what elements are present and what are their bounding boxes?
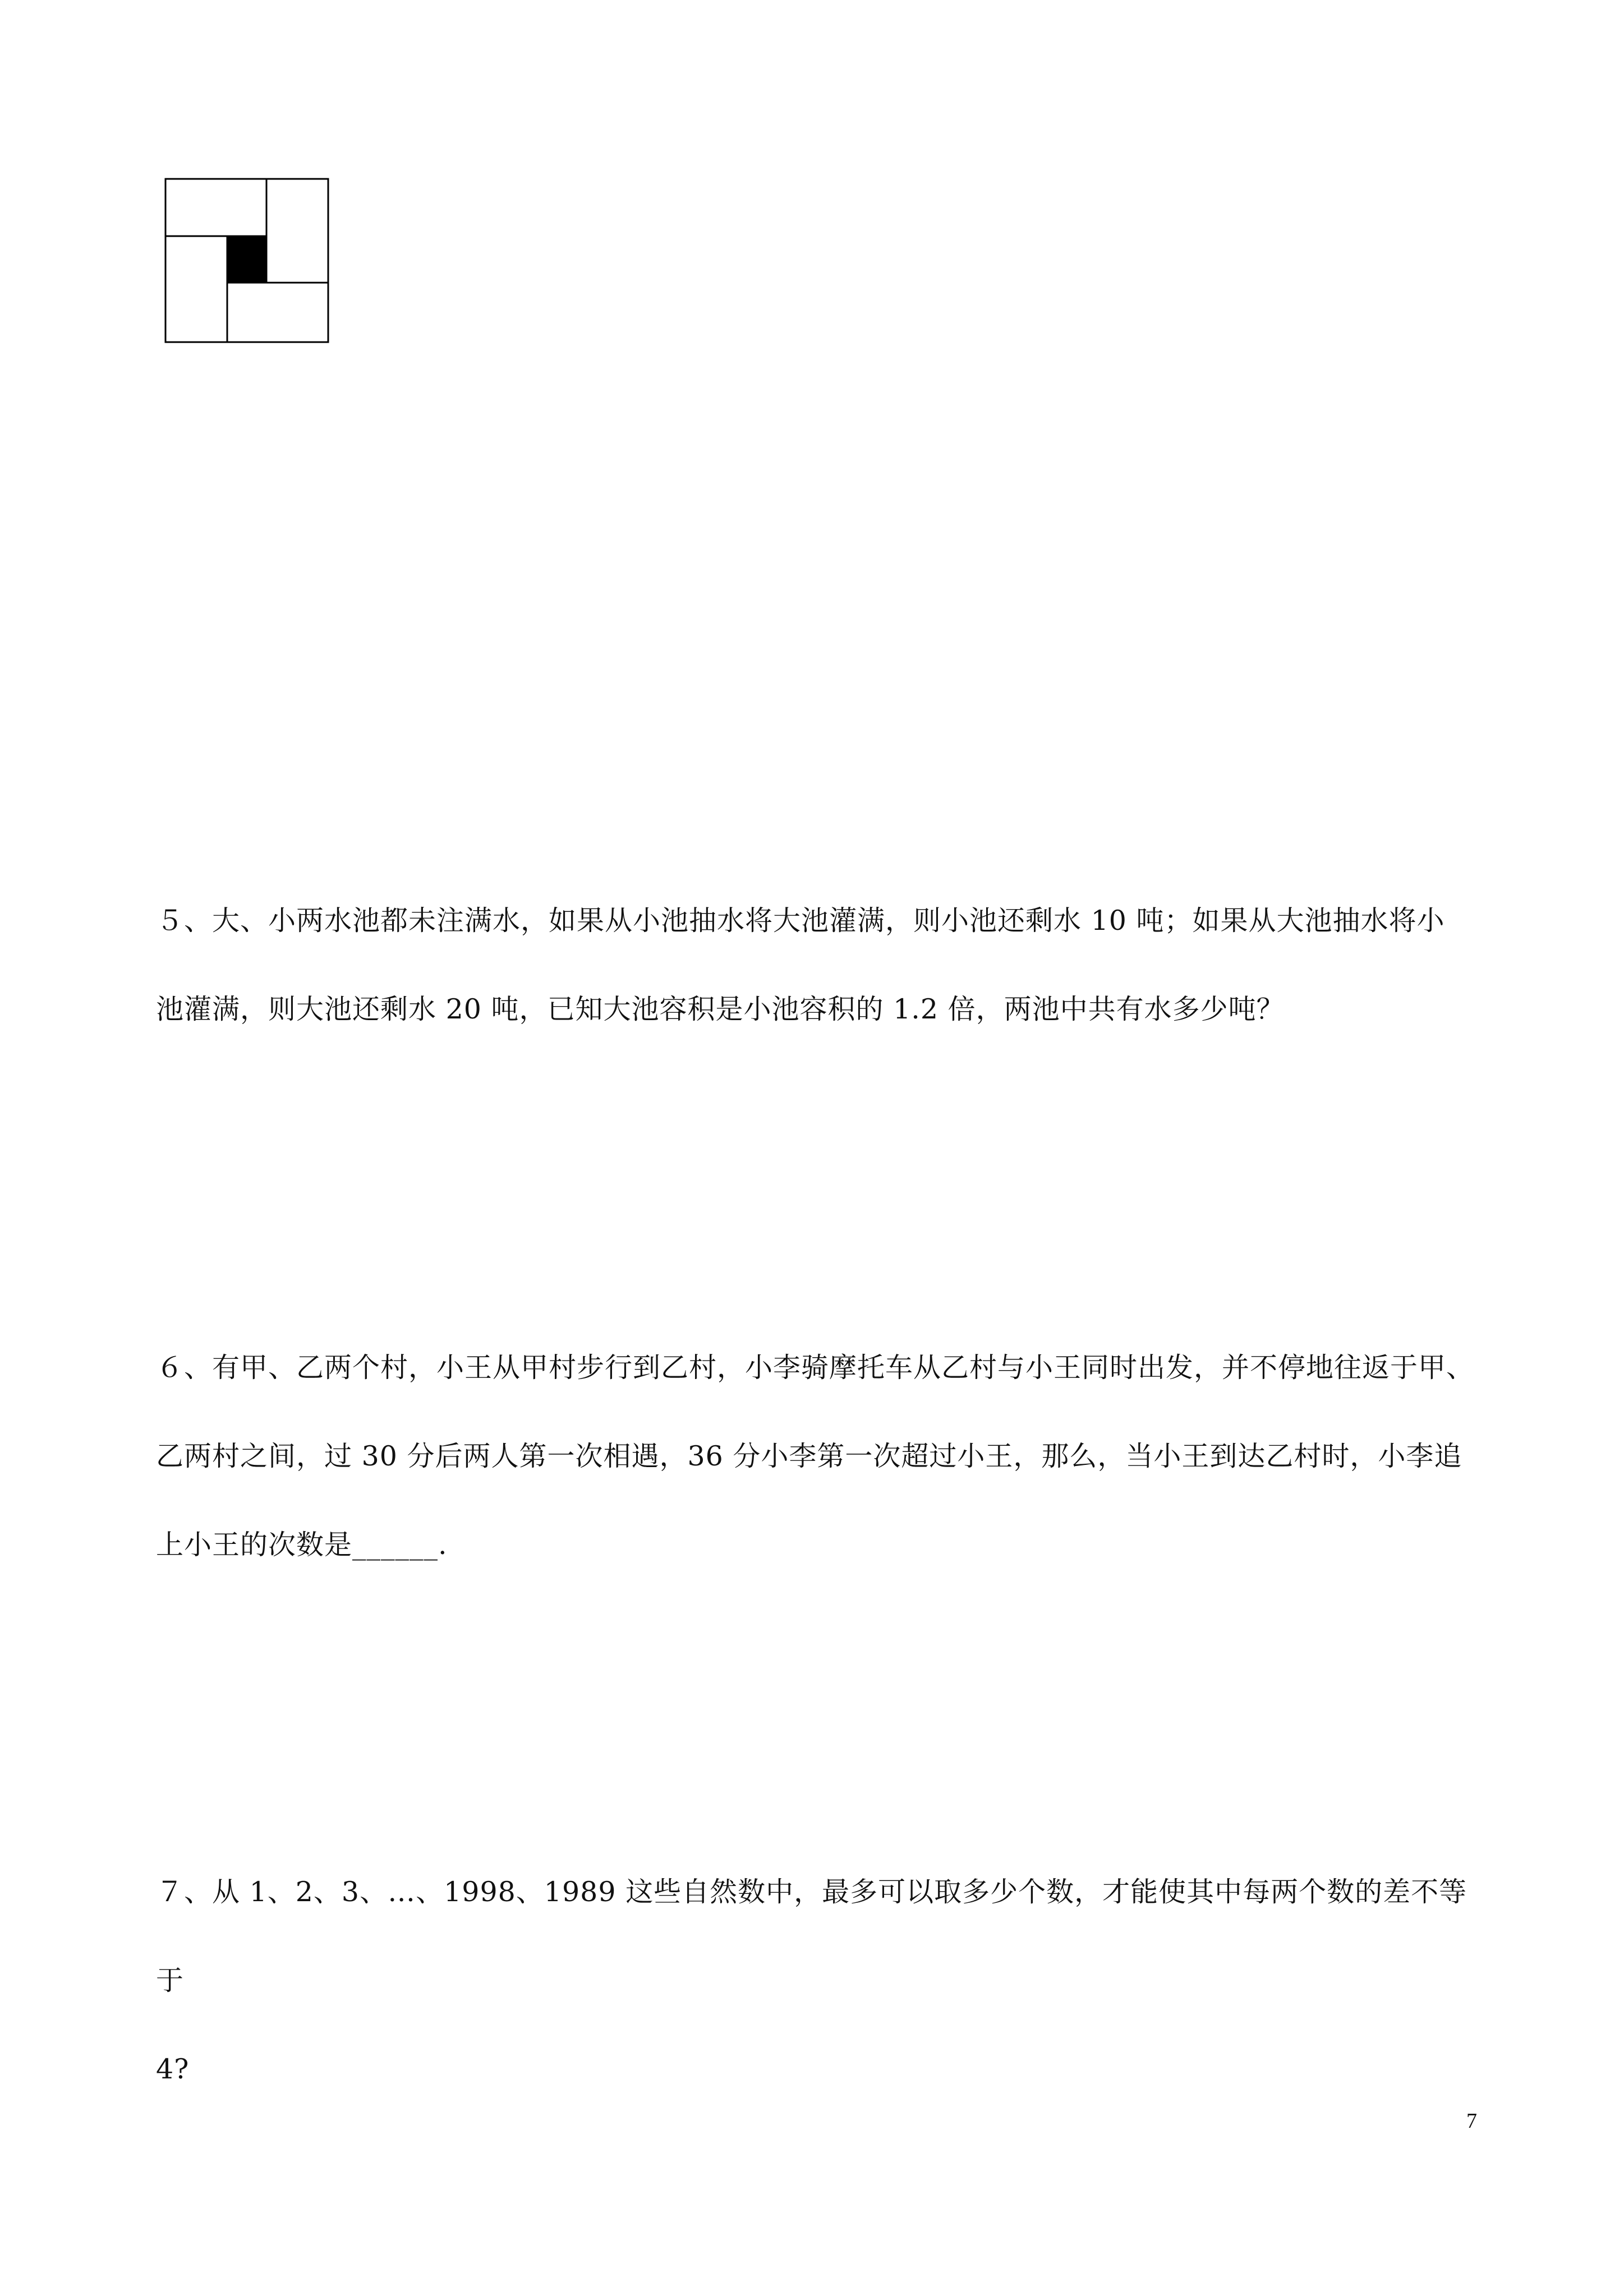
center-black-square [227,236,266,283]
question-5-line-2: 池灌满，则大池还剩水 20 吨，已知大池容积是小池容积的 1.2 倍，两池中共有水多少吨？ [156,993,1285,1025]
question-7-line-2: 4? [156,2053,190,2085]
question-6-line-1: ６、有甲、乙两个村，小王从甲村步行到乙村，小李骑摩托车从乙村与小王同时出发，并不停地往返于甲、 [156,1352,1475,1384]
question-7 [156,1848,1485,2114]
square-pinwheel-figure [164,178,329,343]
question-5 [156,877,1485,1054]
question-6 [156,1324,1485,1589]
question-6-line-3: 上小王的次数是______. [156,1529,448,1561]
question-7-line-1: ７、从 1、2、3、…、1998、1989 这些自然数中，最多可以取多少个数，才能使其中每两个数的差不等于 [156,1876,1467,1997]
page-number: 7 [1466,2109,1477,2133]
pinwheel-diagram [164,178,329,343]
question-6-line-2: 乙两村之间，过 30 分后两人第一次相遇，36 分小李第一次超过小王，那么，当小王到达乙村时，小李追 [156,1440,1462,1472]
question-5-line-1: ５、大、小两水池都未注满水，如果从小池抽水将大池灌满，则小池还剩水 10 吨；如果从大池抽水将小 [156,905,1445,937]
